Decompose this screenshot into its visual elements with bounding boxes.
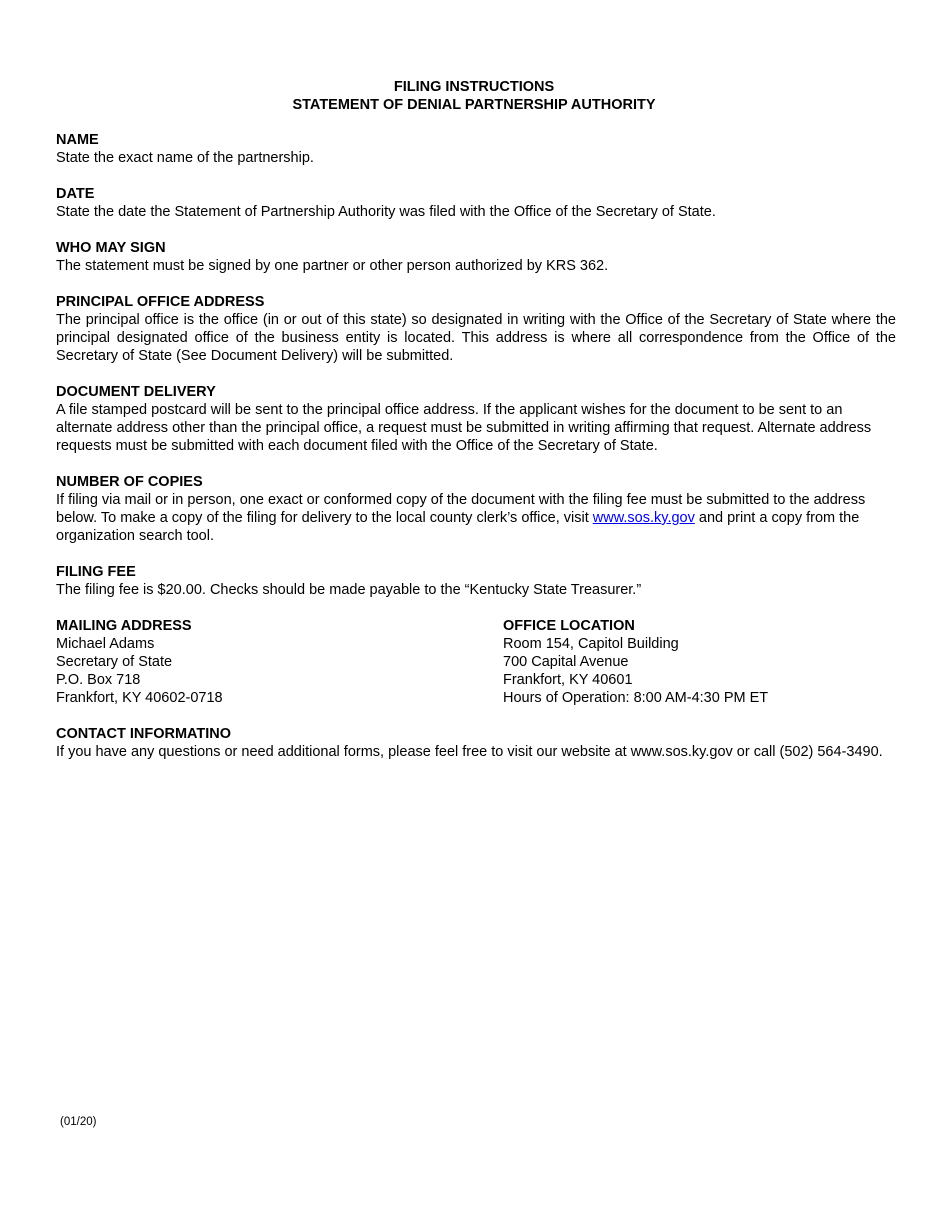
section-heading: MAILING ADDRESS — [56, 618, 192, 634]
copies-text-after: and print a copy from the organization search tool. — [56, 510, 860, 544]
location-line: Hours of Operation: 8:00 AM-4:30 PM ET — [503, 690, 769, 706]
title-line-1: FILING INSTRUCTIONS — [393, 79, 555, 95]
section-text: If you have any questions or need additional forms, please feel free to visit our website at www.sos.ky.gov or call (502) 564-3490. — [56, 744, 883, 760]
section-contact — [56, 725, 896, 761]
section-name — [56, 131, 896, 167]
mailing-address-block — [56, 617, 503, 707]
address-line: Secretary of State — [56, 654, 173, 670]
section-heading: DATE — [56, 186, 95, 202]
section-heading: PRINCIPAL OFFICE ADDRESS — [56, 294, 265, 310]
section-heading: CONTACT INFORMATINO — [56, 726, 232, 742]
section-who-may-sign — [56, 239, 896, 275]
section-text: State the date the Statement of Partnership Authority was filed with the Office of the Secretary of State. — [56, 204, 716, 220]
copies-text-before: If filing via mail or in person, one exact or conformed copy of the document with the filing fee must be submitted to the address below. To make a copy of the filing for delivery to the local county clerk’s office, visit — [56, 492, 866, 526]
section-text: A file stamped postcard will be sent to the principal office address. If the applicant wishes for the document to be sent to an alternate address other than the principal office, a request must be submitted in writing affirming that request. Alternate address requests must be submitted with each document filed with the Office of the Secretary of State. — [56, 402, 872, 454]
address-line: P.O. Box 718 — [56, 672, 141, 688]
location-line: 700 Capital Avenue — [503, 654, 629, 670]
section-document-delivery — [56, 383, 896, 455]
section-date — [56, 185, 896, 221]
sos-website-link[interactable]: www.sos.ky.gov — [592, 510, 695, 526]
section-heading: WHO MAY SIGN — [56, 240, 166, 256]
location-line: Frankfort, KY 40601 — [503, 672, 633, 688]
section-heading: NUMBER OF COPIES — [56, 474, 203, 490]
section-text: The filing fee is $20.00. Checks should be made payable to the “Kentucky State Treasurer.” — [56, 582, 642, 598]
title-line-2: STATEMENT OF DENIAL PARTNERSHIP AUTHORITY — [292, 97, 656, 113]
section-heading: FILING FEE — [56, 564, 136, 580]
section-heading: OFFICE LOCATION — [503, 618, 635, 634]
revision-date: (01/20) — [60, 1116, 97, 1128]
address-line: Frankfort, KY 40602-0718 — [56, 690, 223, 706]
section-principal-office — [56, 293, 896, 365]
section-text — [56, 491, 896, 545]
section-number-of-copies — [56, 473, 896, 545]
address-columns — [56, 617, 896, 707]
section-text: State the exact name of the partnership. — [56, 150, 314, 166]
section-heading: DOCUMENT DELIVERY — [56, 384, 216, 400]
section-text: The principal office is the office (in or out of this state) so designated in writing with the Office of the Secretary of State where the principal designated office of the business entity is located. This address is where all correspondence from the Office of the Secretary of State (See Document Delivery) will be submitted. — [56, 312, 896, 364]
office-location-block — [503, 617, 896, 707]
document-page — [56, 78, 896, 761]
location-line: Room 154, Capitol Building — [503, 636, 679, 652]
address-line: Michael Adams — [56, 636, 155, 652]
document-title — [56, 78, 892, 114]
section-heading: NAME — [56, 132, 99, 148]
section-text: The statement must be signed by one partner or other person authorized by KRS 362. — [56, 258, 609, 274]
section-filing-fee — [56, 563, 896, 599]
